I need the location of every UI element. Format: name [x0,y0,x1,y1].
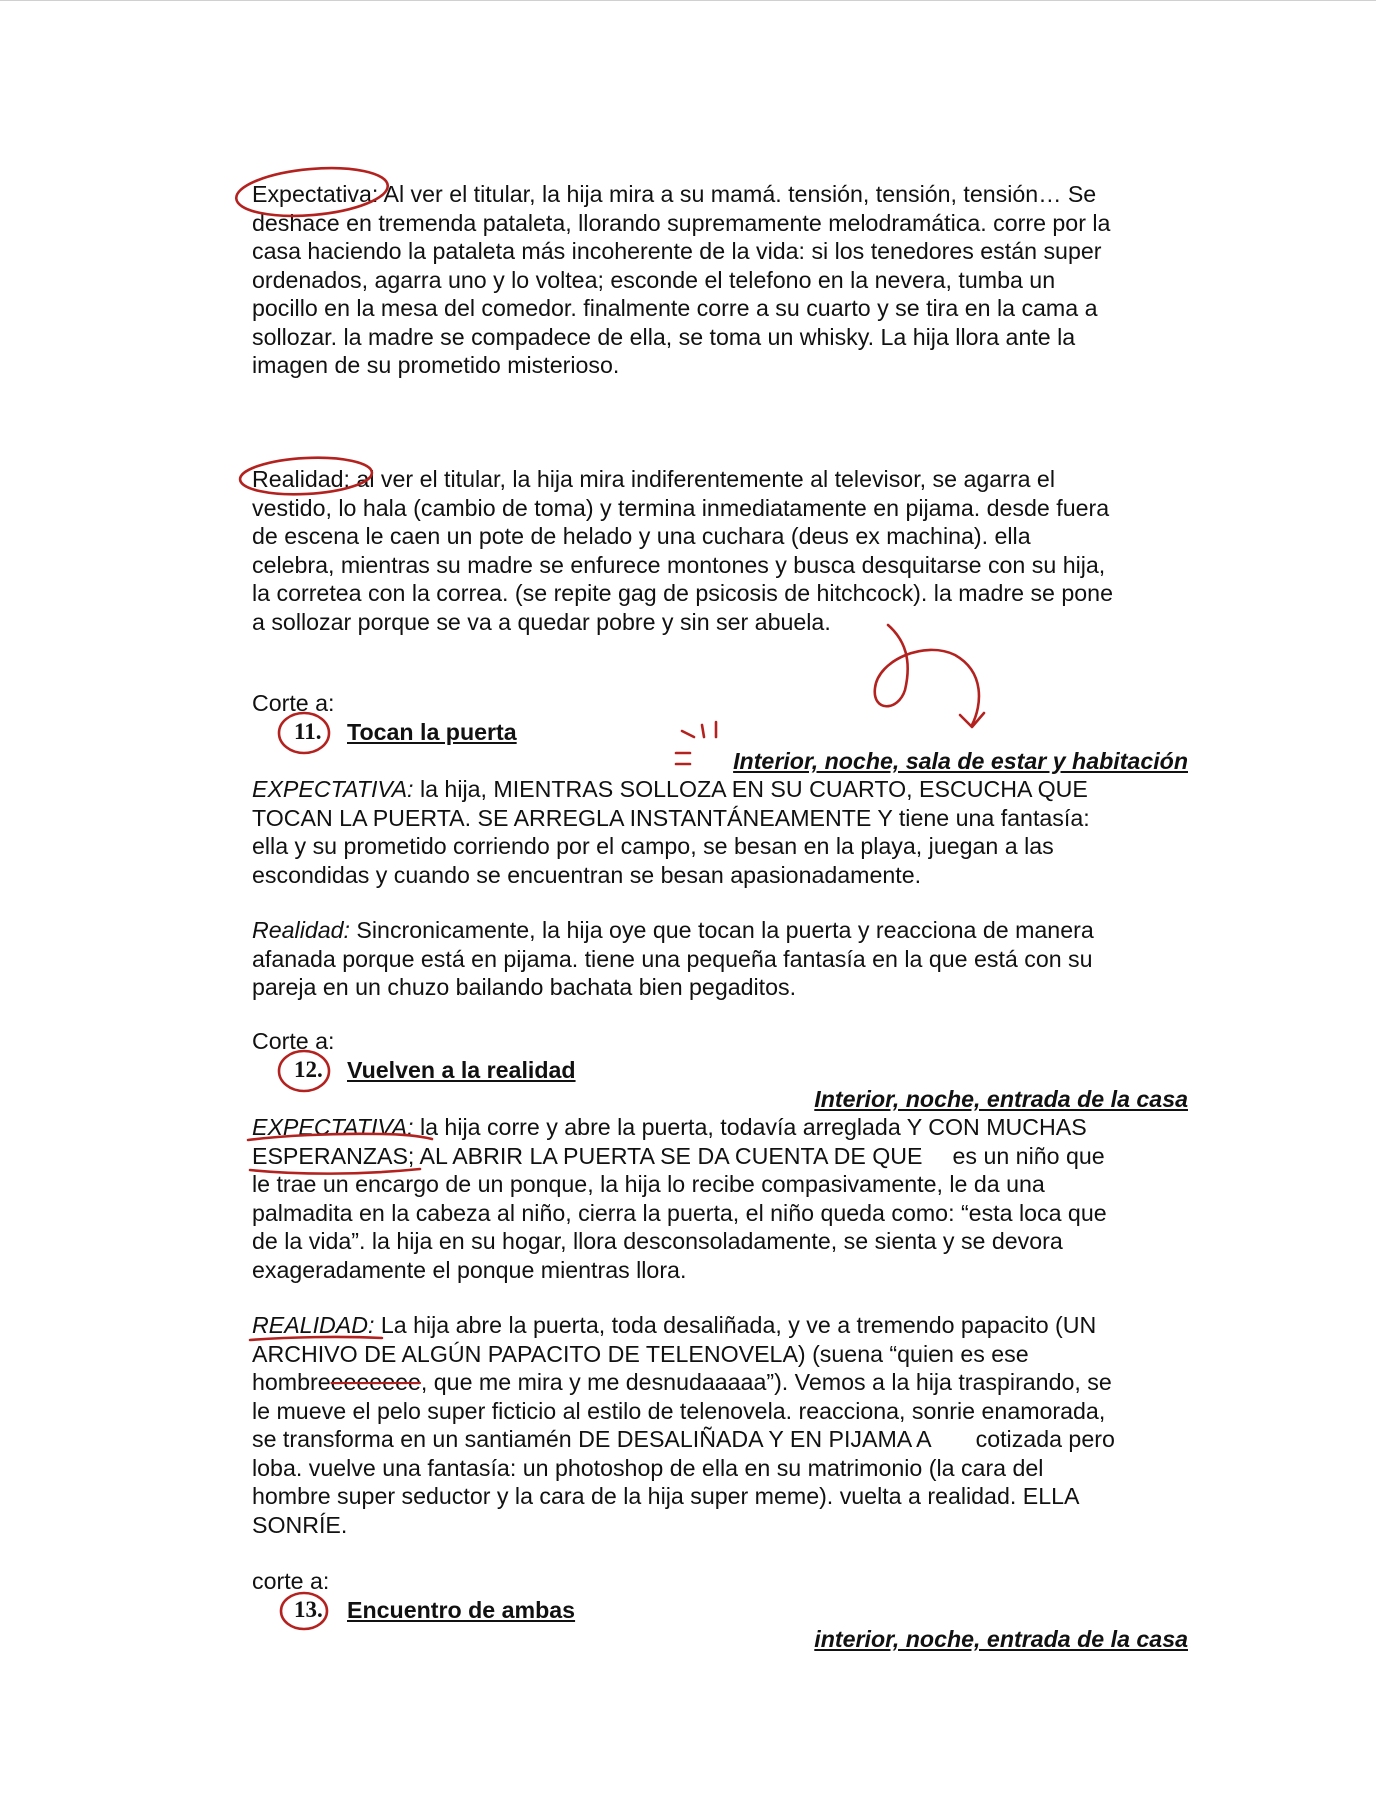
scene12-realidad-paragraph [252,1311,1192,1539]
cut-to-label: Corte a: [252,690,335,716]
paragraph-line: exageradamente el ponque mientras llora. [252,1256,687,1283]
expectativa-label: EXPECTATIVA: [252,1114,414,1140]
paragraph-line: EXPECTATIVA: la hija, MIENTRAS SOLLOZA EN SU CUARTO, ESCUCHA QUE [252,776,1088,802]
paragraph-line: casa haciendo la pataleta más incoherente de la vida: si los tenedores están super [252,238,1102,264]
paragraph-line: le mueve el pelo super ficticio al estilo de telenovela. reacciona, sonrie enamorada, [252,1397,1106,1424]
realidad-label: Realidad: [252,466,350,492]
paragraph-line: pocillo en la mesa del comedor. finalmente corre a su cuarto y se tira en la cama a [252,295,1098,321]
paragraph-line: de escena le caen un pote de helado y una cuchara (deus ex machina). ella [252,523,1031,549]
paragraph-line: ARCHIVO DE ALGÚN PAPACITO DE TELENOVELA) (suena “quien es ese [252,1340,1029,1367]
paragraph-line: TOCAN LA PUERTA. SE ARREGLA INSTANTÁNEAMENTE Y tiene una fantasía: [252,804,1090,831]
scene11-expectativa-paragraph [252,775,1192,889]
paragraph-line: EXPECTATIVA: la hija corre y abre la puerta, todavía arreglada Y CON MUCHAS [252,1114,1087,1140]
scene-title: Encuentro de ambas [347,1597,576,1623]
paragraph-line: imagen de su prometido misterioso. [252,352,620,378]
paragraph-line: escondidas y cuando se encuentran se besan apasionadamente. [252,861,922,888]
expectativa-label: Expectativa: [252,181,379,207]
scene-number: 12. [294,1057,323,1082]
cut-to-label: Corte a: [252,1028,335,1054]
paragraph-line: ella y su prometido corriendo por el campo, se besan en la playa, juegan a las [252,833,1054,859]
paragraph-line: le trae un encargo de un ponque, la hija lo recibe compasivamente, le da una [252,1171,1045,1197]
scene-title: Tocan la puerta [347,719,517,745]
expectativa-label: EXPECTATIVA: [252,776,414,802]
scene-location: Interior, noche, entrada de la casa [814,1086,1188,1112]
scene-title: Vuelven a la realidad [347,1057,576,1083]
paragraph-line: palmadita en la cabeza al niño, cierra la puerta, el niño queda como: “esta loca que [252,1199,1107,1226]
emphasis-mark [702,725,704,737]
paragraph-line: Realidad: Sincronicamente, la hija oye que tocan la puerta y reacciona de manera [252,917,1094,943]
paragraph-line: a sollozar porque se va a quedar pobre y sin ser abuela. [252,608,831,635]
paragraph-line: ordenados, agarra uno y lo voltea; esconde el telefono en la nevera, tumba un [252,266,1056,293]
scene-location: Interior, noche, sala de estar y habitación [733,748,1188,774]
cut-to-label: corte a: [252,1568,330,1594]
paragraph-line: SONRÍE. [252,1511,348,1538]
paragraph-line: pareja en un chuzo bailando bachata bien pegaditos. [252,974,797,1000]
paragraph-line: ESPERANZAS; AL ABRIR LA PUERTA SE DA CUENTA DE QUE es un niño que [252,1142,1105,1169]
realidad-label: REALIDAD: [252,1312,375,1338]
paragraph-line: deshace en tremenda pataleta, llorando supremamente melodramática. corre por la [252,209,1111,236]
paragraph-line: Expectativa: Al ver el titular, la hija mira a su mamá. tensión, tensión, tensión… Se [252,181,1097,207]
expectativa-paragraph [252,180,1192,380]
underlined-word: ESPERANZAS [252,1142,408,1169]
emphasis-mark [682,731,694,737]
struck-text: eeeeeee [330,1369,421,1395]
paragraph-line: la corretea con la correa. (se repite gag de psicosis de hitchcock). la madre se pone [252,580,1113,606]
paragraph-line: loba. vuelve una fantasía: un photoshop de ella en su matrimonio (la cara del [252,1454,1044,1481]
paragraph-line: celebra, mientras su madre se enfurece montones y busca desquitarse con su hija, [252,551,1106,578]
realidad-label: Realidad: [252,917,350,943]
paragraph-line: sollozar. la madre se compadece de ella, se toma un whisky. La hija llora ante la [252,323,1076,350]
arrow-head-mark [960,713,984,727]
paragraph-line: se transforma en un santiamén DE DESALIÑADA Y EN PIJAMA A cotizada pero [252,1426,1115,1452]
scene12-expectativa-paragraph [252,1113,1192,1284]
paragraph-line: REALIDAD: La hija abre la puerta, toda desaliñada, y ve a tremendo papacito (UN [252,1312,1097,1338]
paragraph-line: hombreeeeeeee, que me mira y me desnudaaaaa”). Vemos a la hija traspirando, se [252,1369,1112,1395]
curved-arrow-mark [875,625,979,725]
paragraph-line: de la vida”. la hija en su hogar, llora desconsoladamente, se sienta y se devora [252,1228,1063,1254]
scene-number: 13. [294,1597,323,1622]
scene11-realidad-paragraph [252,916,1192,1002]
paragraph-line: hombre super seductor y la cara de la hija super meme). vuelta a realidad. ELLA [252,1483,1080,1509]
scene-number: 11. [294,719,322,744]
realidad-paragraph [252,465,1192,636]
paragraph-line: afanada porque está en pijama. tiene una pequeña fantasía en la que está con su [252,945,1093,972]
scene-location: interior, noche, entrada de la casa [814,1626,1188,1652]
paragraph-line: vestido, lo hala (cambio de toma) y termina inmediatamente en pijama. desde fuera [252,494,1110,521]
paragraph-line: Realidad: al ver el titular, la hija mira indiferentemente al televisor, se agarra el [252,466,1055,492]
